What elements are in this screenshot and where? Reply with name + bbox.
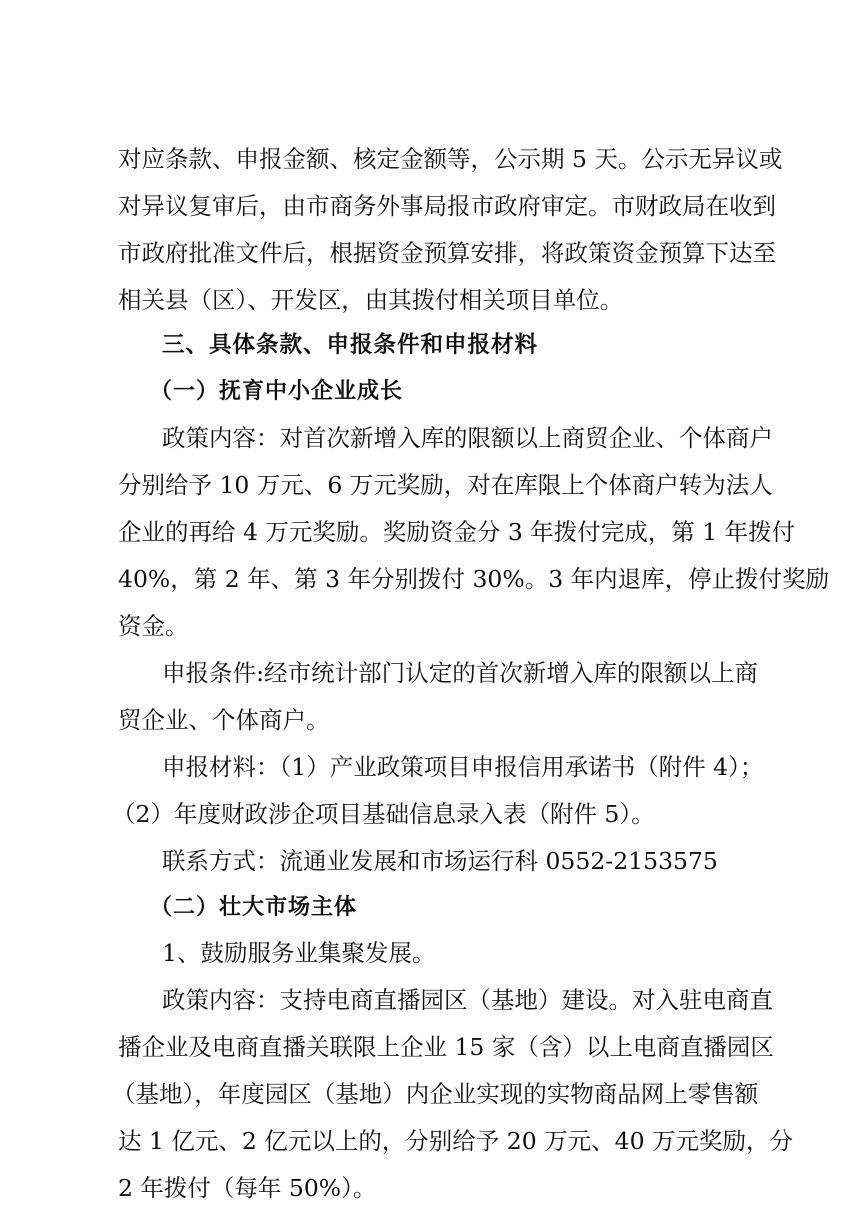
paragraph-line: 资金。 [118, 612, 189, 640]
paragraph-line: 相关县（区）、开发区，由其拨付相关项目单位。 [118, 286, 624, 314]
paragraph-line: 企业的再给 4 万元奖励。奖励资金分 3 年拨付完成，第 1 年拨付 [118, 518, 796, 546]
subsection-heading: （一）抚育中小企业成长 [150, 378, 404, 404]
paragraph-line: 达 1 亿元、2 亿元以上的，分别给予 20 万元、40 万元奖励，分 [118, 1127, 794, 1155]
paragraph-line: 申报条件:经市统计部门认定的首次新增入库的限额以上商 [162, 659, 758, 687]
item-heading: 1、鼓励服务业集聚发展。 [162, 939, 436, 967]
paragraph-line: 市政府批准文件后，根据资金预算安排，将政策资金预算下达至 [118, 239, 776, 267]
paragraph-line: 播企业及电商直播关联限上企业 15 家（含）以上电商直播园区 [118, 1033, 774, 1061]
subsection-heading: （二）壮大市场主体 [150, 894, 358, 920]
paragraph-line: （基地），年度园区（基地）内企业实现的实物商品网上零售额 [112, 1080, 759, 1108]
paragraph-line: 2 年拨付（每年 50%）。 [118, 1174, 377, 1202]
section-heading: 三、具体条款、申报条件和申报材料 [162, 332, 539, 358]
paragraph-line: 40%，第 2 年、第 3 年分别拨付 30%。3 年内退库，停止拨付奖励 [118, 565, 830, 593]
paragraph-line: 分别给予 10 万元、6 万元奖励，对在库限上个体商户转为法人 [118, 471, 773, 499]
paragraph-line: 对应条款、申报金额、核定金额等，公示期 5 天。公示无异议或 [118, 145, 783, 173]
paragraph-line: 对异议复审后，由市商务外事局报市政府审定。市财政局在收到 [118, 192, 776, 220]
paragraph-line: 政策内容：对首次新增入库的限额以上商贸企业、个体商户 [162, 424, 773, 452]
paragraph-line: 申报材料：（1）产业政策项目申报信用承诺书（附件 4）； [162, 753, 764, 781]
paragraph-line: 政策内容：支持电商直播园区（基地）建设。对入驻电商直 [162, 986, 773, 1014]
paragraph-line: （2）年度财政涉企项目基础信息录入表（附件 5）。 [112, 800, 655, 828]
paragraph-line: 贸企业、个体商户。 [118, 706, 330, 734]
contact-line: 联系方式：流通业发展和市场运行科 0552-2153575 [162, 847, 718, 875]
